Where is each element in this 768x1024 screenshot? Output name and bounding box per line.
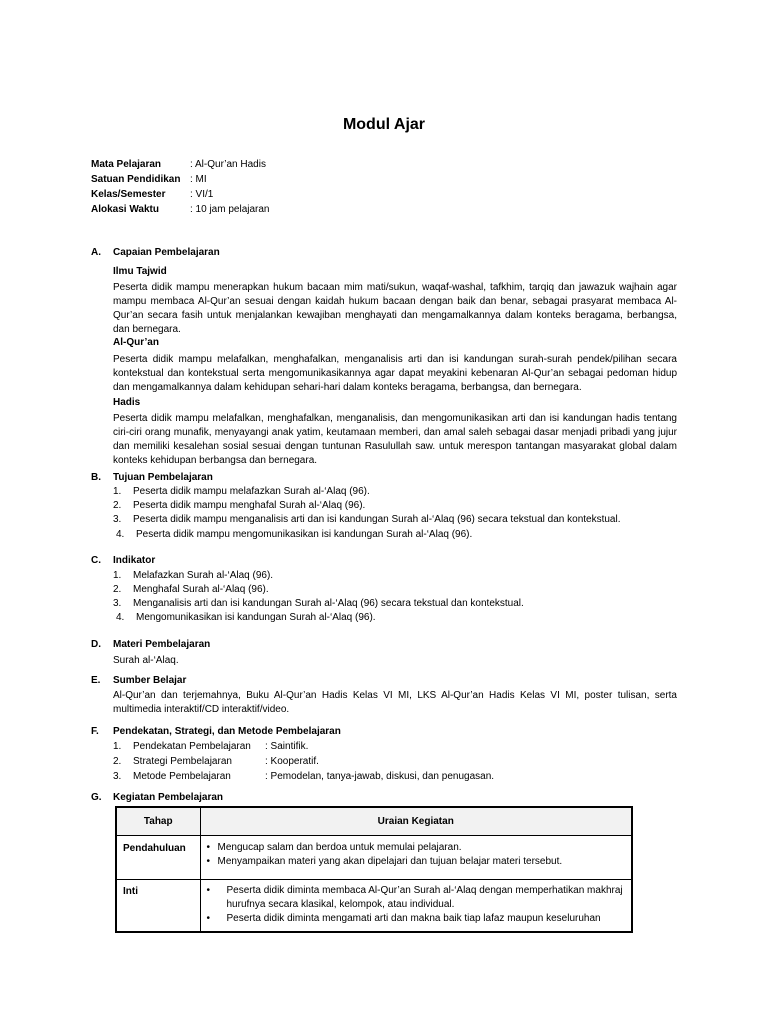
item-label: Pendekatan Pembelajaran [133,741,251,752]
table-row [116,836,632,880]
section-title: Sumber Belajar [113,675,187,686]
section-title: Pendekatan, Strategi, dan Metode Pembelajaran [113,726,341,737]
item-text: Menghafal Surah al-‘Alaq (96). [133,584,269,595]
kegiatan-table [115,806,633,933]
bullet-text: Peserta didik diminta mengamati arti dan makna baik tiap lafaz maupun keseluruhan [226,913,601,924]
meta-value: : Al-Qur’an Hadis [190,159,266,170]
section-title: Indikator [113,555,156,566]
bullet-item [207,884,624,912]
item-value: : Pemodelan, tanya-jawab, diskusi, dan penugasan. [265,771,495,782]
list-item [113,499,365,513]
item-text: Menganalisis arti dan isi kandungan Surah al-‘Alaq (96) secara tekstual dan kontekstual. [133,598,524,609]
section-letter: A. [91,247,101,258]
meta-row [91,188,391,202]
item-value: : Kooperatif. [265,756,319,767]
paragraph-ilmu-tajwid: Peserta didik mampu menerapkan hukum bacaan mim mati/sukun, waqaf-washal, tafkhim, tarqiq dan jawazuk wajhain agar mampu membaca Al-Qur’an sesuai dengan kaidah hukum bacaan dengan baik dan benar, sebagai prasyarat membaca Al-Qur’an secara fasih untuk menjalankan kewajiban menghayati dan mengamalkannya dalam konteks beragama, berbangsa, dan bernegara. [113,282,677,335]
item-number: 4. [116,612,125,623]
bullet-item [207,912,624,926]
tahap-cell: Pendahuluan [116,836,200,880]
list-item [116,611,376,625]
item-label: Strategi Pembelajaran [133,756,232,767]
item-text: Peserta didik mampu menghafal Surah al-‘Alaq (96). [133,500,366,511]
meta-key: Satuan Pendidikan [91,174,181,185]
sumber-belajar-text: Al-Qur’an dan terjemahnya, Buku Al-Qur’an Hadis Kelas VI MI, LKS Al-Qur’an Hadis Kelas VI MI, poster tulisan, serta multimedia interaktif/CD interaktif/video. [113,690,677,715]
item-number: 1. [113,741,122,752]
meta-value: : 10 jam pelajaran [190,204,270,215]
list-item [113,513,621,527]
document-title: Modul Ajar [342,116,426,133]
item-number: 1. [113,486,122,497]
meta-row [91,173,391,187]
item-text: Peserta didik mampu melafazkan Surah al-‘Alaq (96). [133,486,370,497]
item-text: Melafazkan Surah al-‘Alaq (96). [133,570,274,581]
tahap-cell: Inti [116,880,200,932]
bullet-icon: • [206,842,211,853]
item-number: 3. [113,598,122,609]
meta-key: Kelas/Semester [91,189,166,200]
section-letter: C. [91,555,101,566]
section-title: Materi Pembelajaran [113,639,211,650]
item-value: : Saintifik. [265,741,309,752]
bullet-icon: • [206,885,211,896]
list-item [113,770,673,784]
meta-key: Mata Pelajaran [91,159,162,170]
item-number: 4. [116,529,125,540]
section-title: Kegiatan Pembelajaran [113,792,224,803]
item-number: 2. [113,756,122,767]
column-header: Uraian Kegiatan [200,807,632,836]
list-item [113,583,269,597]
list-item [113,569,273,583]
column-header: Tahap [116,807,200,836]
list-item [113,485,370,499]
meta-key: Alokasi Waktu [91,204,159,215]
paragraph-hadis: Peserta didik mampu melafalkan, menghafalkan, menganalisis, dan mengomunikasikan arti dan isi kandungan hadis tentang ciri-ciri orang munafik, menyayangi anak yatim, keutamaan memberi, dan amal saleh sebagai dasar menjadi pribadi yang jujur dan memiliki kesalehan sosial sesuai dengan tuntunan Rasulullah saw. untuk merespon tantangan masyarakat global dalam konteks kehidupan berbangsa dan bernegara. [113,413,677,466]
table-row [116,880,632,932]
list-item [113,755,673,769]
item-number: 2. [113,584,122,595]
section-title: Tujuan Pembelajaran [113,472,213,483]
item-text: Peserta didik mampu menganalisis arti dan isi kandungan Surah al-‘Alaq (96) secara tekstual dan kontekstual. [133,514,621,525]
bullet-icon: • [206,856,211,867]
section-letter: E. [91,675,101,686]
subheading-ilmu-tajwid: Ilmu Tajwid [113,266,167,277]
uraian-cell [200,836,632,880]
list-item [116,528,472,542]
paragraph-al-quran: Peserta didik mampu melafalkan, menghafalkan, menganalisis arti dan isi kandungan surah-surah pendek/pilihan secara kontekstual dan kontekstual serta mengomunikasikannya agar dapat meyakini kebenaran Al-Qur’an sebagai pedoman hidup dan mengamalkannya dalam kehidupan sehari-hari dalam konteks beragama, berbangsa, dan bernegara. [113,354,677,393]
section-letter: D. [91,639,101,650]
bullet-item [207,841,628,855]
item-text: Peserta didik mampu mengomunikasikan isi kandungan Surah al-‘Alaq (96). [136,529,473,540]
subheading-al-quran: Al-Qur’an [113,337,159,348]
item-text: Mengomunikasikan isi kandungan Surah al-‘Alaq (96). [136,612,376,623]
bullet-icon: • [206,913,211,924]
item-number: 2. [113,500,122,511]
bullet-text: Menyampaikan materi yang akan dipelajari dan tujuan belajar materi tersebut. [217,856,563,867]
item-number: 3. [113,514,122,525]
meta-value: : VI/1 [190,189,214,200]
meta-value: : MI [190,174,207,185]
bullet-text: Mengucap salam dan berdoa untuk memulai pelajaran. [217,842,462,853]
bullet-text: Peserta didik diminta membaca Al-Qur’an Surah al-‘Alaq dengan memperhatikan makhraj hurufnya secara klasikal, kelompok, atau individual. [226,885,623,910]
meta-row [91,203,391,217]
uraian-cell [200,880,632,932]
section-letter: B. [91,472,101,483]
item-number: 1. [113,570,122,581]
section-letter: F. [91,726,99,737]
section-title: Capaian Pembelajaran [113,247,220,258]
materi-text: Surah al-‘Alaq. [113,655,179,666]
list-item [113,597,524,611]
item-number: 3. [113,771,122,782]
section-letter: G. [91,792,102,803]
table-header-row [116,807,632,836]
subheading-hadis: Hadis [113,397,141,408]
list-item [113,740,673,754]
meta-row [91,158,391,172]
item-label: Metode Pembelajaran [133,771,231,782]
bullet-item [207,855,628,869]
